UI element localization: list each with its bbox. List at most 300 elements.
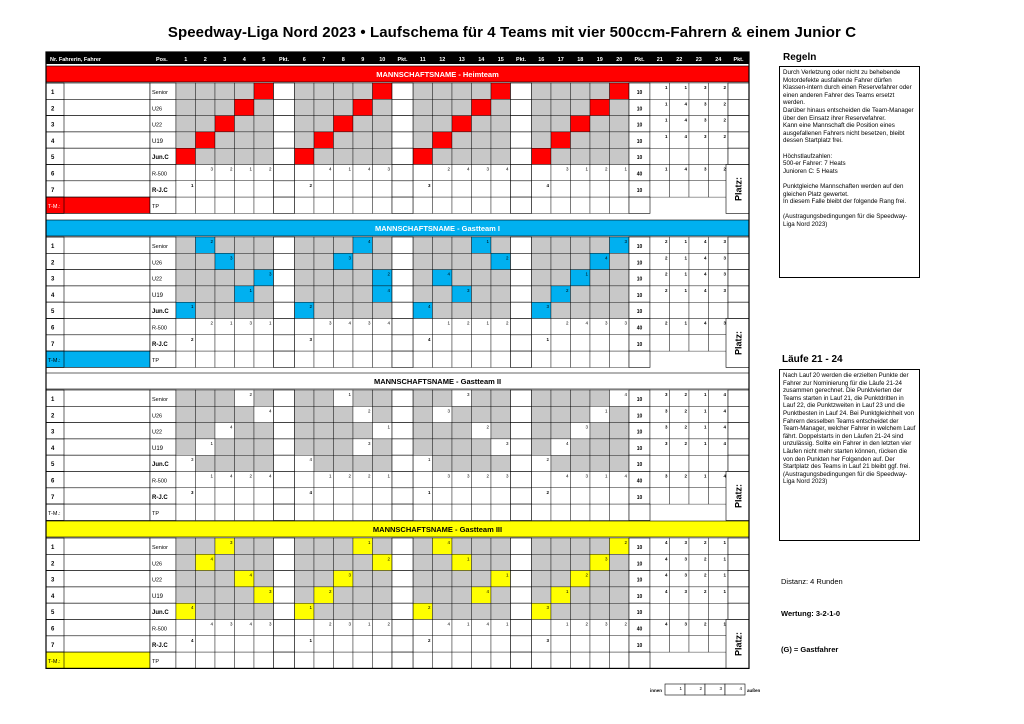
rider-nr: 6 [51, 478, 55, 485]
gate-label: 4 [466, 166, 470, 172]
pkt-cell [274, 587, 295, 603]
heat-cell [571, 455, 591, 471]
heat-2124-label: 2 [723, 101, 726, 107]
heat-cell [314, 390, 334, 406]
laeufe-title: Läufe 21 - 24 [782, 354, 843, 365]
heat-2124-label: 3 [723, 255, 726, 261]
heat-cell [472, 488, 492, 504]
heat-cell [532, 620, 552, 636]
heat-cell [314, 538, 334, 554]
heat-cell [176, 406, 196, 422]
gate-label: 1 [585, 166, 588, 172]
heat-cell [373, 335, 393, 351]
gate-label: 1 [348, 166, 351, 172]
rider-name-cell [46, 472, 150, 488]
heat-cell [551, 538, 571, 554]
tp-cell [551, 652, 571, 668]
heat-cell [334, 132, 354, 148]
gate-label: 3 [268, 621, 272, 627]
pkt-cell [392, 538, 413, 554]
heat-cell [472, 603, 492, 619]
heat-cell [334, 116, 354, 132]
gate-label: 3 [268, 588, 272, 594]
heat-2124-label: 1 [684, 271, 687, 277]
tp-pkt-cell [511, 652, 532, 668]
gate-label: 1 [268, 320, 272, 326]
heat-cell [295, 423, 315, 439]
header-heat-label: 19 [596, 57, 603, 63]
heat-cell [254, 554, 274, 570]
pkt-total: 10 [636, 106, 643, 113]
heat-cell [254, 538, 274, 554]
heat-cell [610, 439, 630, 455]
heat-cell [433, 116, 453, 132]
heat-2124-label: 1 [723, 621, 726, 627]
heat-cell [176, 165, 196, 181]
heat-cell [373, 99, 393, 115]
pkt-cell [274, 472, 295, 488]
heat-2124-label: 1 [664, 117, 668, 123]
tp-cell [314, 504, 334, 520]
gate-label: 2 [565, 320, 569, 326]
header-heat-label: 3 [223, 57, 227, 63]
gate-label: 2 [447, 166, 450, 172]
heat-cell [532, 390, 552, 406]
tp-cell [571, 351, 591, 367]
header-heat-label: 18 [577, 57, 584, 63]
heat-cell [176, 253, 196, 269]
gate-label: 4 [585, 320, 588, 326]
gate-aussen: außen [747, 688, 761, 693]
pkt-cell [511, 132, 532, 148]
pkt-cell [511, 636, 532, 652]
heat-cell [532, 472, 552, 488]
heat-cell [196, 390, 216, 406]
heat-cell [295, 116, 315, 132]
gate-label: 1 [309, 637, 312, 643]
heat-cell [551, 488, 571, 504]
heat-2124-label: 1 [723, 572, 726, 578]
gate-label: 4 [624, 392, 627, 397]
gate-label: 2 [565, 287, 569, 293]
heat-cell [196, 571, 216, 587]
heat-cell [334, 83, 354, 99]
heat-cell [254, 83, 274, 99]
heat-cell [295, 538, 315, 554]
laeufe-paragraph: Nach Lauf 20 werden die erzielten Punkte der Fahrer zur Nominierung für die Läufe 21-24 zusammen gerechnet. Die Punktvierten der Teams starten in Lauf 21, die Punktdritten in Lauf 22, die Punktzweiten in Lauf 23 und die Punktbesten in Lauf 24. Bei Punktgleichheit von Fahrern desselben Teams entscheidet der Team-Manager, welcher Fahrer in welchem Lauf fährt. Doppelstarts in den Läufen 21-24 sind unzulässig. Sollte ein Fahrer in den letzten vier Läufen nicht mehr starten können, rücken die von den Punkten her Folgenden auf. Der Startplatz des Teams in Lauf 21 bleibt ggf. frei. [783, 372, 916, 471]
header-heat-label: 6 [302, 57, 306, 63]
heat-cell [472, 181, 492, 197]
heat-cell [590, 636, 610, 652]
heat-cell [590, 237, 610, 253]
gate-label: 3 [447, 408, 450, 414]
heat-cell [373, 390, 393, 406]
heat-cell [571, 116, 591, 132]
final-pkt-cell [728, 455, 749, 471]
heat-2124-label: 1 [664, 133, 668, 139]
heat-2124-label: 2 [723, 133, 726, 139]
pkt-cell [511, 554, 532, 570]
heat-2124-label: 1 [684, 85, 687, 90]
gate-label: 4 [367, 239, 371, 244]
heat-cell [353, 455, 373, 471]
pkt-cell [274, 181, 295, 197]
pkt-cell [511, 148, 532, 164]
heat-cell [491, 181, 511, 197]
heat-cell [413, 83, 433, 99]
heat-2124-label: 1 [684, 239, 687, 244]
regeln-paragraph: In diesem Falle bleibt der folgende Rang frei. [783, 198, 907, 206]
tp-pkt-cell [629, 504, 650, 520]
heat-cell [295, 620, 315, 636]
gate-label: 1 [585, 271, 588, 277]
heat-cell [295, 132, 315, 148]
heat-cell [314, 636, 334, 652]
pkt-cell [511, 99, 532, 115]
heat-cell [491, 132, 511, 148]
tp-pkt-cell [629, 351, 650, 367]
heat-cell [334, 423, 354, 439]
heat-cell [452, 83, 472, 99]
heat-2124-label: 3 [703, 101, 707, 107]
heat-cell [176, 439, 196, 455]
rider-name-cell [46, 571, 150, 587]
pos-label: U26 [152, 413, 163, 420]
rider-nr: 6 [51, 325, 55, 332]
heat-cell [551, 83, 571, 99]
heat-2124-label: 3 [703, 85, 707, 90]
gate-label: 1 [328, 473, 332, 479]
rider-nr: 3 [51, 276, 55, 283]
pos-label: R-500 [152, 171, 167, 178]
gate-label: 3 [427, 182, 431, 188]
rider-name-cell [46, 83, 150, 99]
heat-cell [532, 319, 552, 335]
gate-label: 1 [249, 166, 252, 172]
heat-cell [610, 488, 630, 504]
gate-label: 3 [387, 166, 390, 172]
heat-2124-cell [689, 335, 709, 351]
heat-2124-label: 4 [664, 588, 668, 594]
heat-cell [334, 99, 354, 115]
rider-name-cell [46, 286, 150, 302]
heat-2124-cell [670, 603, 690, 619]
heat-cell [610, 423, 630, 439]
heat-2124-label: 2 [703, 540, 707, 545]
heat-cell [235, 538, 255, 554]
pkt-cell [392, 181, 413, 197]
pos-label: U19 [152, 292, 164, 299]
gate-label: 3 [367, 440, 371, 446]
heat-2124-cell [709, 488, 729, 504]
header-heat-label: 23 [695, 57, 702, 63]
heat-cell [472, 132, 492, 148]
heat-cell [215, 390, 235, 406]
heat-cell [472, 83, 492, 99]
heat-cell [413, 165, 433, 181]
pkt-cell [274, 538, 295, 554]
heat-cell [196, 488, 216, 504]
pkt-cell [392, 587, 413, 603]
gate-label: 3 [348, 621, 351, 627]
gate-label: 3 [249, 320, 252, 326]
heat-cell [610, 116, 630, 132]
heat-2124-label: 4 [723, 392, 726, 397]
tp-cell [254, 652, 274, 668]
heat-2124-cell [709, 455, 729, 471]
gate-label: 1 [565, 588, 569, 594]
pkt-cell [274, 603, 295, 619]
header-heat-label: 12 [439, 57, 446, 63]
tp-cell [196, 197, 216, 213]
tp-cell [413, 351, 433, 367]
tp-cell [215, 504, 235, 520]
gate-label: 1 [604, 473, 608, 479]
tp-cell [196, 351, 216, 367]
pkt-cell [274, 270, 295, 286]
gate-label: 3 [604, 621, 608, 627]
gate-label: 4 [505, 166, 509, 172]
tp-pkt-cell [274, 652, 295, 668]
heat-cell [235, 99, 255, 115]
gate-label: 3 [585, 473, 588, 479]
heat-2124-cell [650, 148, 670, 164]
gate-label: 4 [565, 473, 569, 479]
gate-label: 2 [604, 166, 608, 172]
heat-cell [491, 636, 511, 652]
heat-cell [196, 302, 216, 318]
pos-label: R-500 [152, 325, 167, 332]
heat-cell [551, 390, 571, 406]
heat-cell [353, 116, 373, 132]
heat-cell [353, 423, 373, 439]
pkt-cell [274, 286, 295, 302]
gate-label: 2 [367, 473, 371, 479]
pkt-cell [392, 319, 413, 335]
pkt-total: 40 [636, 626, 643, 633]
heat-cell [610, 99, 630, 115]
tm-label: T-M.: [48, 659, 61, 666]
heat-2124-cell [689, 455, 709, 471]
heat-cell [215, 270, 235, 286]
tp-pkt-cell [511, 351, 532, 367]
heat-cell [334, 406, 354, 422]
gate-number: 3 [719, 686, 722, 691]
gate-label: 4 [249, 621, 252, 627]
gate-label: 4 [486, 588, 489, 594]
heat-cell [353, 286, 373, 302]
heat-cell [235, 455, 255, 471]
heat-cell [610, 335, 630, 351]
heat-cell [176, 148, 196, 164]
rider-nr: 7 [51, 494, 55, 501]
tm-label: T-M.: [48, 511, 61, 518]
pkt-total: 10 [636, 138, 643, 145]
pos-label: R-500 [152, 626, 167, 633]
pkt-cell [274, 571, 295, 587]
gate-label: 3 [447, 473, 450, 479]
heat-cell [295, 286, 315, 302]
heat-cell [215, 636, 235, 652]
rider-nr: 5 [51, 610, 55, 617]
tp-pkt-cell [274, 197, 295, 213]
heat-cell [433, 636, 453, 652]
tp-cell [314, 652, 334, 668]
heat-cell [433, 99, 453, 115]
gate-label: 2 [210, 239, 213, 244]
pkt-cell [511, 439, 532, 455]
heat-cell [413, 270, 433, 286]
gate-label: 4 [309, 489, 312, 495]
heat-cell [452, 181, 472, 197]
rider-nr: 4 [51, 138, 55, 145]
pkt-cell [511, 302, 532, 318]
pkt-cell [274, 439, 295, 455]
heat-cell [176, 423, 196, 439]
heat-cell [353, 270, 373, 286]
heat-cell [551, 270, 571, 286]
heat-cell [452, 603, 472, 619]
heat-2124-label: 3 [684, 572, 687, 578]
heat-cell [610, 636, 630, 652]
tp-pkt-cell [629, 652, 650, 668]
heat-2124-label: 2 [664, 239, 668, 244]
pkt-cell [392, 554, 413, 570]
gate-label: 1 [309, 605, 312, 611]
gate-label: 2 [309, 182, 312, 188]
heat-2124-label: 4 [684, 117, 687, 123]
header-heat-label: Pkt. [278, 57, 290, 63]
header-nr: Nr. Fahrerin, Fahrer [50, 57, 102, 63]
gate-innen: innen [650, 688, 662, 693]
heat-cell [571, 237, 591, 253]
heat-cell [433, 423, 453, 439]
heat-cell [314, 488, 334, 504]
pkt-cell [511, 270, 532, 286]
heat-cell [491, 390, 511, 406]
heat-cell [532, 237, 552, 253]
gate-label: 3 [190, 489, 194, 495]
gate-label: 2 [387, 556, 390, 562]
tp-cell [334, 504, 354, 520]
pkt-cell [392, 148, 413, 164]
final-pkt-cell [728, 270, 749, 286]
pkt-cell [511, 390, 532, 406]
heat-cell [176, 132, 196, 148]
heat-cell [452, 455, 472, 471]
heat-cell [590, 116, 610, 132]
rider-name-cell [46, 165, 150, 181]
header-heat-label: 15 [497, 57, 504, 63]
tp-cell [176, 351, 196, 367]
heat-2124-cell [650, 335, 670, 351]
gate-label: 3 [546, 637, 549, 643]
heat-cell [610, 554, 630, 570]
tp-pkt-cell [392, 504, 413, 520]
pkt-cell [511, 237, 532, 253]
heat-cell [433, 587, 453, 603]
tp-cell [353, 351, 373, 367]
heat-cell [196, 116, 216, 132]
heat-cell [433, 237, 453, 253]
header-heat-label: 20 [616, 57, 623, 63]
heat-cell [353, 390, 373, 406]
pkt-cell [392, 603, 413, 619]
heat-cell [610, 603, 630, 619]
heat-cell [176, 319, 196, 335]
pkt-cell [511, 165, 532, 181]
tp-cell [176, 504, 196, 520]
rider-nr: 5 [51, 309, 55, 316]
rider-nr: 5 [51, 155, 55, 162]
heat-cell [491, 538, 511, 554]
pos-label: U26 [152, 106, 163, 113]
gate-label: 3 [229, 255, 233, 261]
gate-label: 3 [546, 304, 549, 310]
heat-cell [551, 181, 571, 197]
heat-cell [235, 636, 255, 652]
pkt-cell [392, 99, 413, 115]
heat-cell [472, 455, 492, 471]
pos-label: Senior [152, 397, 168, 403]
heat-2124-label: 3 [723, 239, 726, 244]
heat-cell [373, 116, 393, 132]
tp-cell [433, 504, 453, 520]
pos-label: R-J.C [152, 642, 168, 649]
heat-2124-cell [670, 148, 690, 164]
heat-cell [196, 270, 216, 286]
heat-cell [215, 406, 235, 422]
heat-cell [215, 83, 235, 99]
heat-cell [215, 587, 235, 603]
heat-cell [176, 390, 196, 406]
heat-2124-label: 1 [703, 424, 707, 430]
heat-cell [295, 165, 315, 181]
heat-cell [353, 132, 373, 148]
heat-cell [334, 603, 354, 619]
heat-cell [590, 83, 610, 99]
heat-cell [610, 132, 630, 148]
final-pkt-cell [728, 237, 749, 253]
gate-label: 4 [565, 440, 569, 446]
regeln-paragraph: Junioren C: 5 Heats [783, 167, 838, 175]
gate-label: 1 [447, 320, 450, 326]
pos-label: Senior [152, 244, 168, 250]
heat-cell [452, 587, 472, 603]
gate-label: 1 [565, 621, 569, 627]
heat-cell [452, 335, 472, 351]
heat-cell [472, 335, 492, 351]
gate-label: 4 [190, 605, 194, 611]
tp-cell [235, 652, 255, 668]
gate-label: 2 [505, 255, 509, 261]
final-pkt-cell [728, 253, 749, 269]
tp-pkt-cell [392, 652, 413, 668]
heat-2124-label: 4 [703, 239, 707, 244]
tp-cell [610, 652, 630, 668]
pkt-cell [274, 406, 295, 422]
heat-cell [215, 302, 235, 318]
tp-cell [452, 351, 472, 367]
rider-name-cell [46, 439, 150, 455]
heat-cell [373, 587, 393, 603]
heat-cell [353, 636, 373, 652]
pkt-cell [511, 253, 532, 269]
gate-number: 2 [699, 686, 702, 691]
heat-cell [491, 237, 511, 253]
heat-2124-label: 3 [723, 271, 726, 277]
heat-2124-cell [709, 603, 729, 619]
